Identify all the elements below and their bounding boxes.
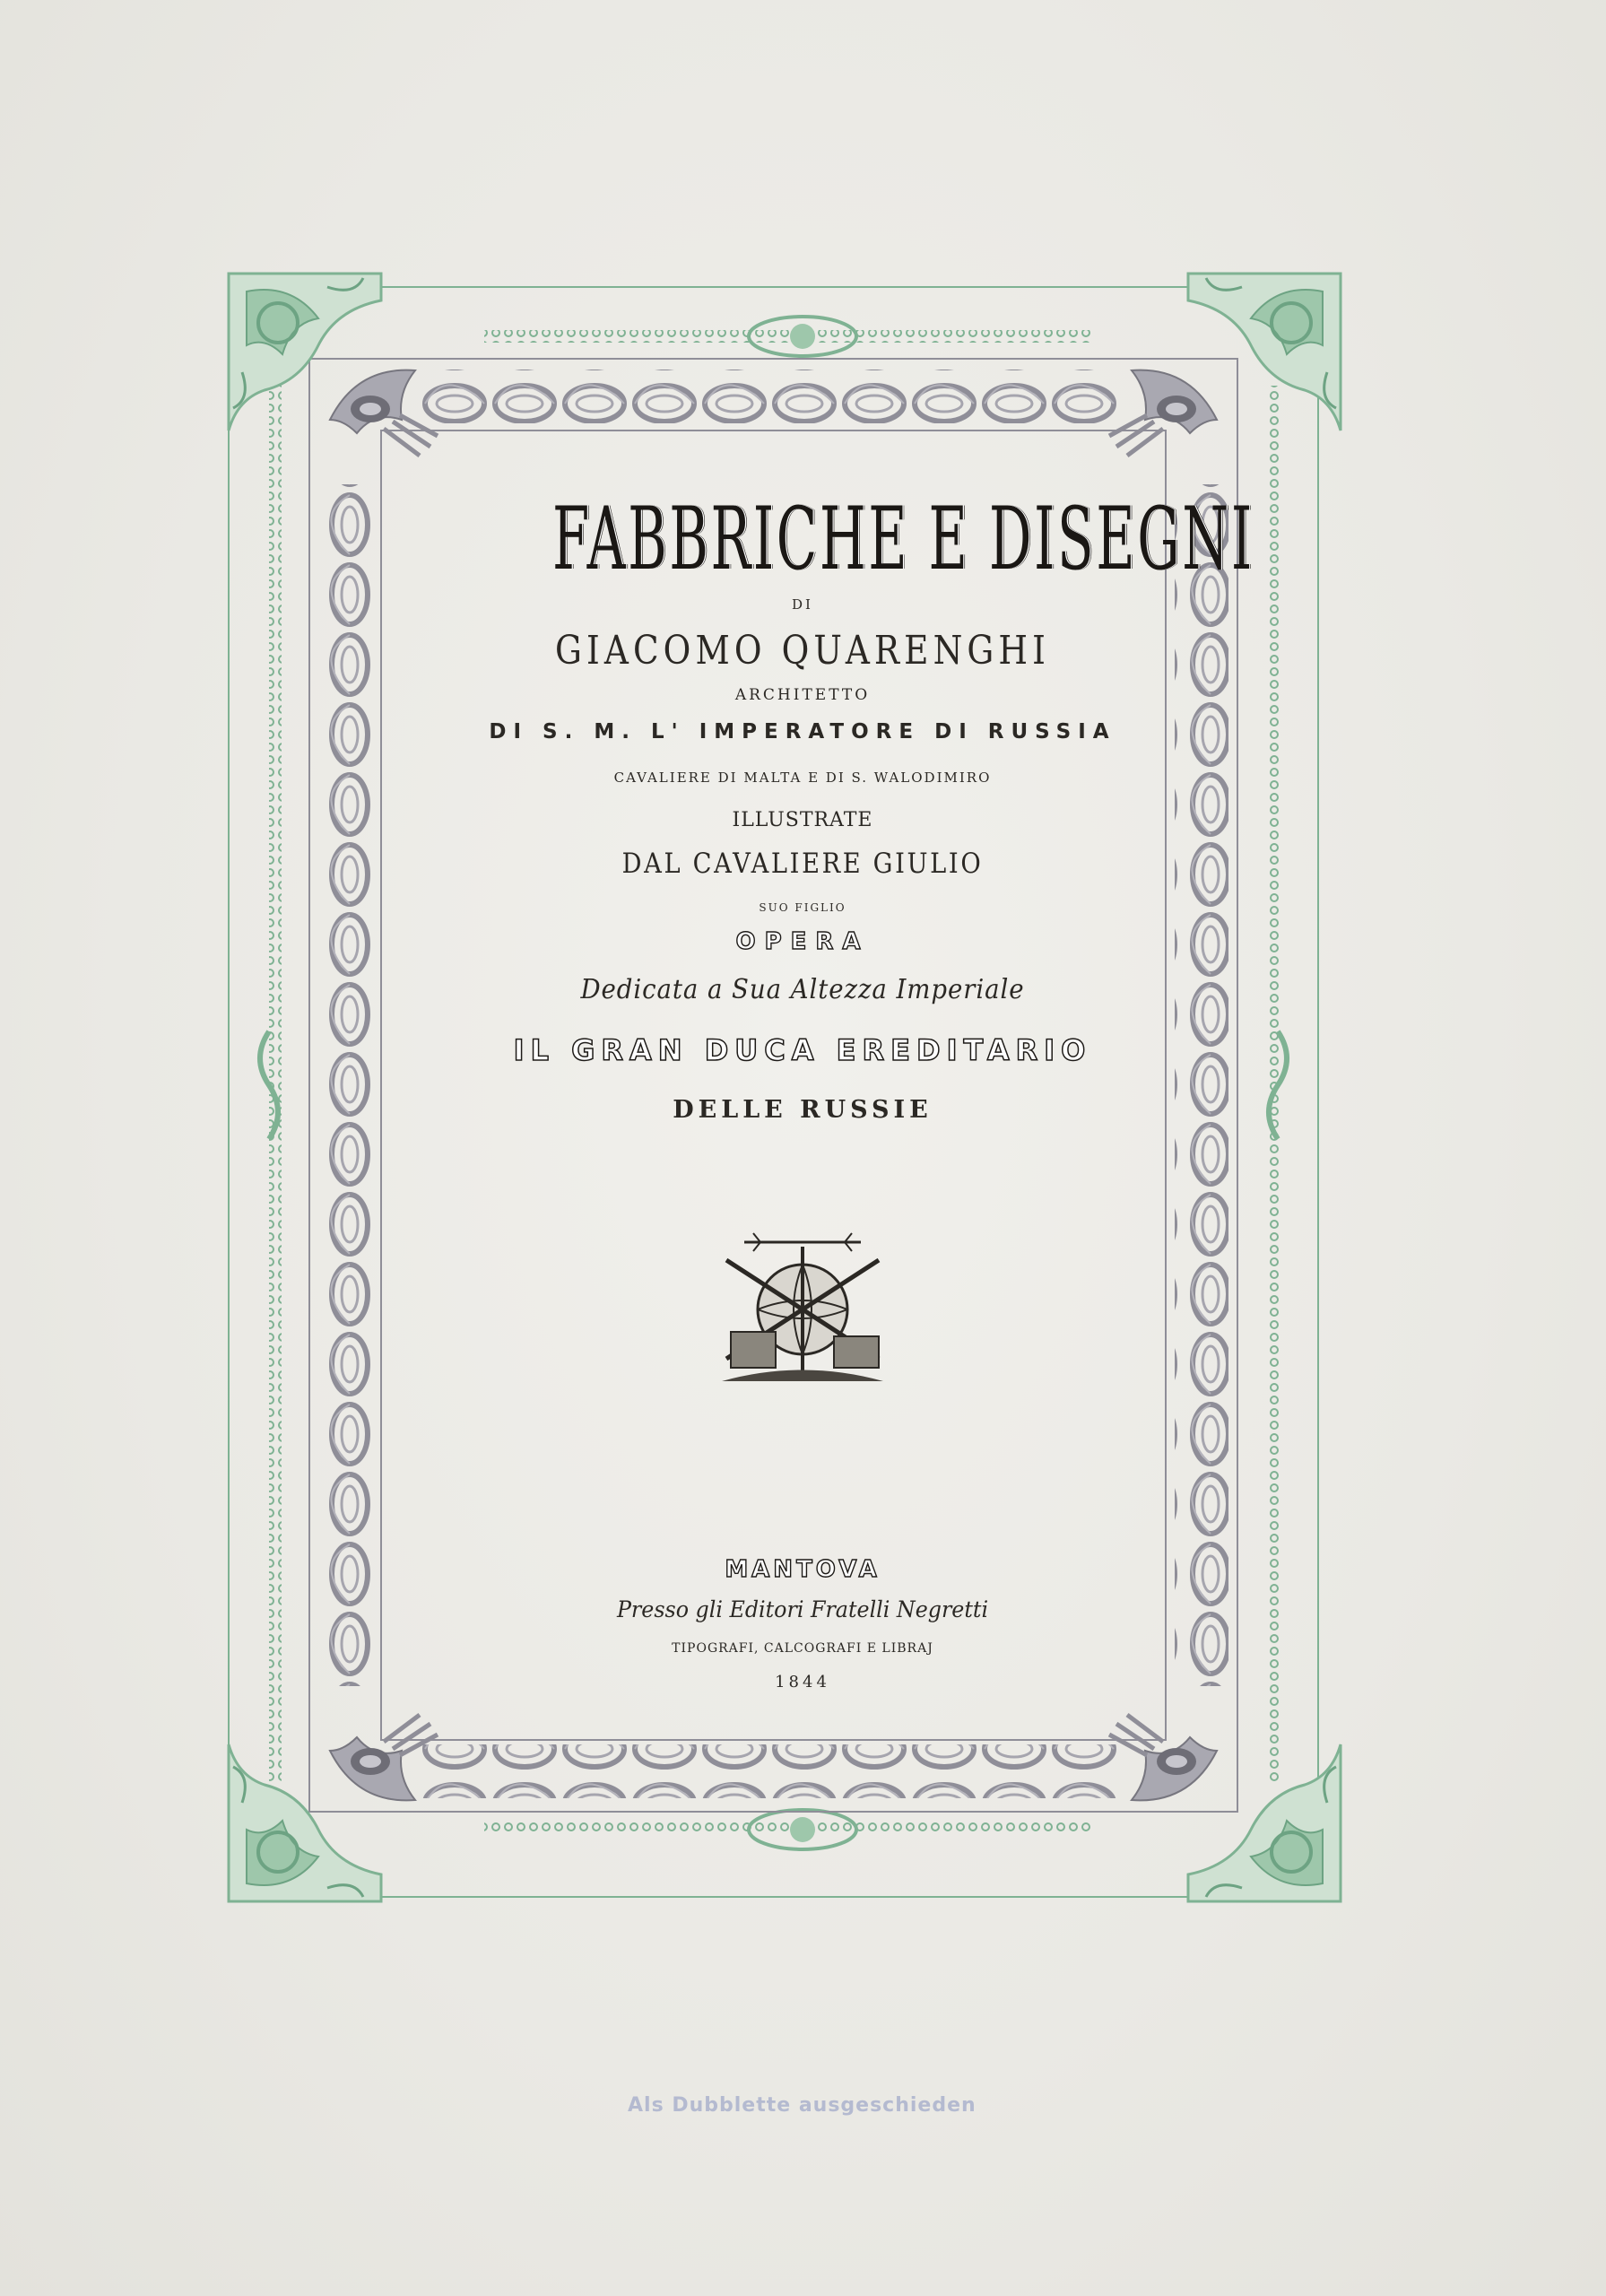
author-role: ARCHITETTO	[734, 686, 871, 704]
author-patron: DI S. M. L' IMPERATORE DI RUSSIA	[489, 720, 1116, 744]
dedicatee-title: IL GRAN DUCA EREDITARIO	[513, 1033, 1092, 1067]
title-block	[399, 475, 1254, 1749]
author-honours: CAVALIERE DI MALTA E DI S. WALODIMIRO	[613, 770, 992, 786]
illustrate-label: ILLUSTRATE	[732, 809, 873, 831]
author-name: GIACOMO QUARENGHI	[555, 628, 1050, 674]
imprint-publisher: Presso gli Editori Fratelli Negretti	[616, 1596, 989, 1622]
imprint-trades: TIPOGRAFI, CALCOGRAFI E LIBRAJ	[672, 1641, 933, 1656]
illustrator-relation: SUO FIGLIO	[759, 901, 846, 914]
opera-label: OPERA	[735, 928, 870, 955]
imprint-year: 1844	[775, 1673, 830, 1692]
imprint-city: MANTOVA	[725, 1556, 881, 1583]
title-di: DI	[792, 596, 813, 613]
emblem-globe-instruments-icon	[708, 1224, 897, 1390]
illustrator-name: DAL CAVALIERE GIULIO	[621, 848, 984, 880]
library-stamp: Als Dubblette ausgeschieden	[628, 2094, 977, 2117]
main-title: FABBRICHE E DISEGNI	[552, 489, 1254, 589]
dedicatee-realm: DELLE RUSSIE	[673, 1096, 933, 1124]
dedication-line: Dedicata a Sua Altezza Imperiale	[580, 974, 1025, 1005]
